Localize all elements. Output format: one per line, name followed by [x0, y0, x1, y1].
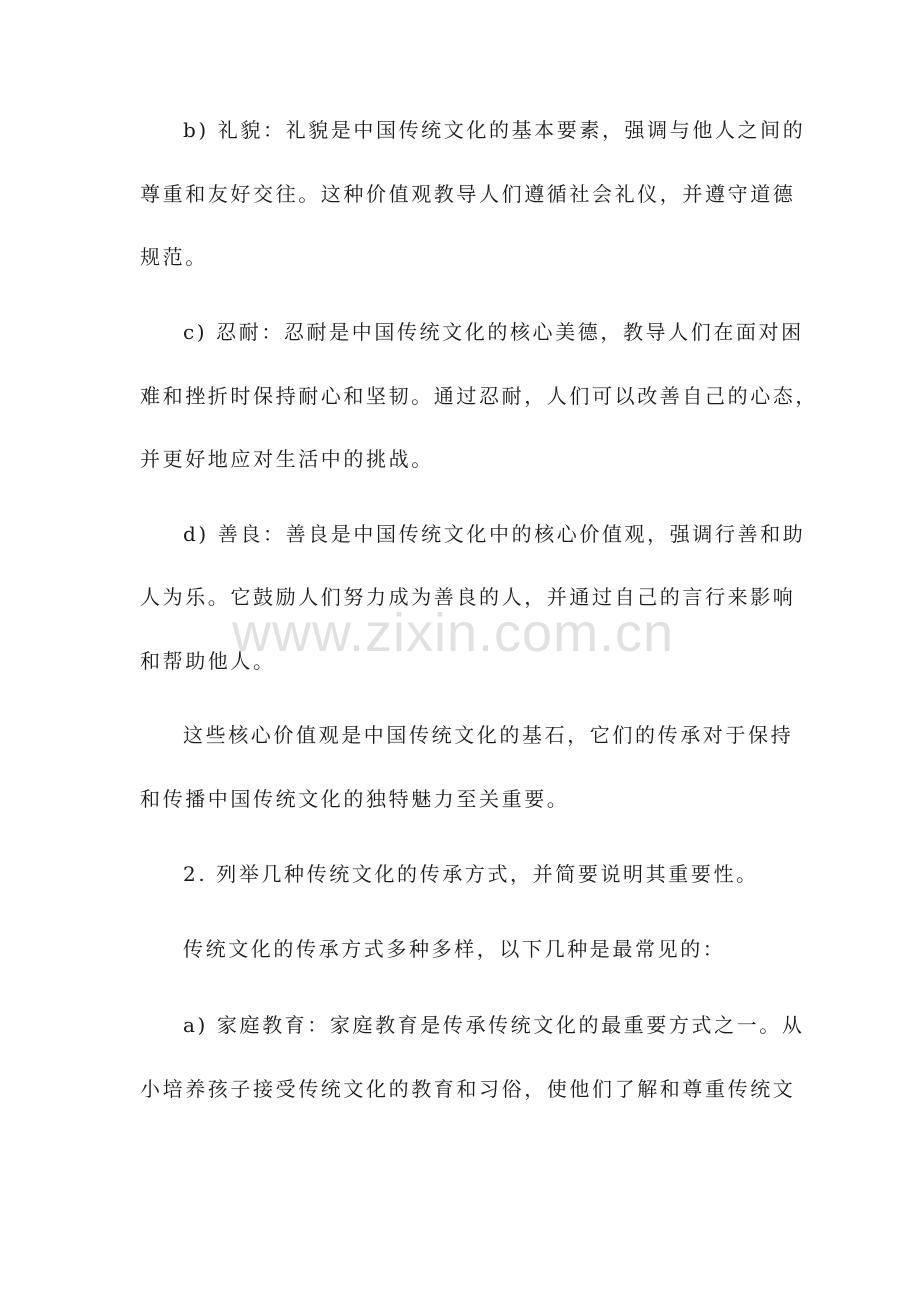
paragraph-line: b) 礼貌：礼貌是中国传统文化的基本要素，强调与他人之间的 [183, 118, 806, 142]
paragraph-line: a) 家庭教育：家庭教育是传承传统文化的最重要方式之一。从 [183, 1013, 805, 1037]
paragraph-line: c) 忍耐：忍耐是中国传统文化的核心美德，教导人们在面对困 [183, 320, 804, 344]
paragraph-line: 人为乐。它鼓励人们努力成为善良的人，并通过自己的言行来影响 [140, 585, 796, 609]
paragraph-line: 小培养孩子接受传统文化的教育和习俗，使他们了解和尊重传统文 [140, 1077, 796, 1101]
question-heading: 2. 列举几种传统文化的传承方式，并简要说明其重要性。 [183, 862, 759, 886]
paragraph-line: 难和挫折时保持耐心和坚韧。通过忍耐，人们可以改善自己的心态， [140, 384, 818, 408]
paragraph-line: 和帮助他人。 [140, 649, 276, 673]
paragraph-line: 这些核心价值观是中国传统文化的基石，它们的传承对于保持 [183, 723, 794, 747]
paragraph-line: 尊重和友好交往。这种价值观教导人们遵循社会礼仪，并遵守道德 [140, 182, 796, 206]
paragraph-line: 规范。 [140, 245, 208, 269]
paragraph-line: 并更好地应对生活中的挑战。 [140, 447, 434, 471]
paragraph-line: 和传播中国传统文化的独特魅力至关重要。 [140, 787, 570, 811]
paragraph-line: 传统文化的传承方式多种多样，以下几种是最常见的： [183, 937, 726, 961]
watermark: www.zixin.com.cn [232, 603, 675, 663]
paragraph-line: d) 善良：善良是中国传统文化中的核心价值观，强调行善和助 [183, 522, 806, 546]
